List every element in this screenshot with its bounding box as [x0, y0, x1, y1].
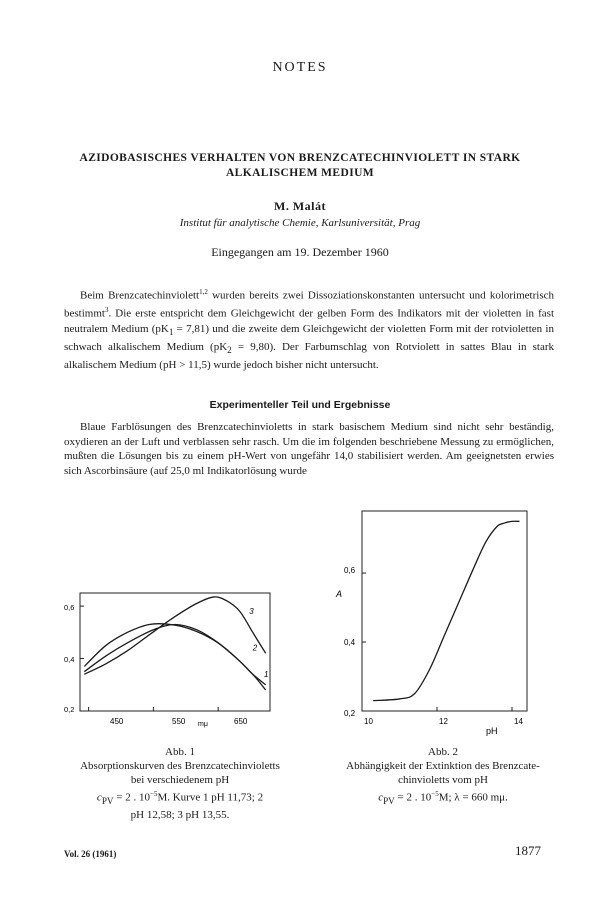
figure-2-y-tick: 0,6 [344, 566, 356, 575]
figure-1-y-tick: 0,2 [64, 705, 75, 714]
figure-2-x-tick: 12 [439, 717, 448, 726]
intro-paragraph: Beim Brenzcatechinviolett$^{1,2}$ wurden bereits zwei Dissoziationskonstanten untersucht und kolorimetrisch bestimmt$^3$. Die erste entspricht dem Gleichgewicht der gelben Form des Indikators mit der violetten in fast neutralem Medium $(pK_1 = 7,81)$ und die zweite dem Gleichgewicht der violetten Form mit der rotvioletten in schwach alkalischem Medium $(pK_2 = 9,80)$. Der Farbumschlag von Rotviolett in sattes Blau in stark alkalischem Medium (pH > 11,5) wurde jedoch bisher nicht untersucht. [64, 288, 554, 371]
series-line-1 [84, 624, 265, 690]
series-line-main [373, 521, 519, 700]
figure-2-x-tick: 14 [514, 717, 523, 726]
figure-1-x-tick: 650 [234, 717, 248, 726]
section-label: NOTES [272, 60, 328, 75]
figure-1-y-tick: 0,4 [64, 655, 75, 664]
figure-2-y-axis-label: A [336, 589, 343, 599]
figure-1-x-axis-label: mμ [198, 721, 208, 728]
author-affiliation: Institut für analytische Chemie, Karlsuniversität, Prag [179, 217, 421, 229]
figure-1-x-tick: 550 [172, 717, 186, 726]
received-date: Eingegangen am 19. Dezember 1960 [211, 245, 389, 259]
figure-2-y-tick: 0,4 [344, 638, 356, 647]
author-name: M. Malát [274, 199, 326, 213]
page-number: 1877 [515, 843, 541, 858]
section-heading: Experimenteller Teil und Ergebnisse [209, 399, 391, 411]
journal-reference: Vol. 26 (1961) [64, 849, 117, 859]
series-label-2: 2 [252, 643, 258, 653]
series-line-3 [84, 597, 265, 674]
figure-2-x-axis-label: pH [486, 726, 498, 736]
figure-2-chart [330, 505, 535, 737]
series-label-1: 1 [263, 669, 269, 679]
figure-1-y-tick: 0,6 [64, 603, 75, 612]
figure-1-frame [80, 593, 270, 711]
series-label-3: 3 [249, 606, 254, 616]
figure-2-y-tick: 0,2 [344, 709, 356, 718]
figure-2-x-tick: 10 [364, 717, 373, 726]
series-line-2 [84, 624, 265, 684]
figure-1-x-tick: 450 [110, 717, 124, 726]
figure-1-chart [60, 585, 280, 730]
figure-1-caption: Abb. 1 Absorptionskurven des Brenzcatechinvioletts bei verschiedenem pH $c_{PV} = 2$ . $10^{-5}M$. Kurve 1 pH 11,73; 2 pH 12,58; 3 pH 13,55. [80, 746, 280, 821]
figure-2-caption: Abb. 2 Abhängigkeit der Extinktion des Brenzcate- chinvioletts vom pH $c_{PV} = 2$ . $10^{-5}M$; λ = 660 mμ. [346, 746, 540, 806]
article-title: AZIDOBASISCHES VERHALTEN VON BRENZCATECHINVIOLETT IN STARK ALKALISCHEM MEDIUM [79, 152, 521, 179]
figure-2-frame [362, 511, 527, 711]
experimental-paragraph: Blaue Farblösungen des Brenzcatechinvioletts in stark basischem Medium sind nicht sehr beständig, oxydieren an der Luft und verblassen sehr rasch. Um die im folgenden beschriebene Messung zu ermöglichen, mußten die Lösungen bis zu einem pH-Wert von ungefähr 14,0 stabilisiert werden. Am geeignetsten erwies sich Ascorbinsäure (auf 25,0 ml Indikatorlösung wurde [64, 421, 554, 478]
